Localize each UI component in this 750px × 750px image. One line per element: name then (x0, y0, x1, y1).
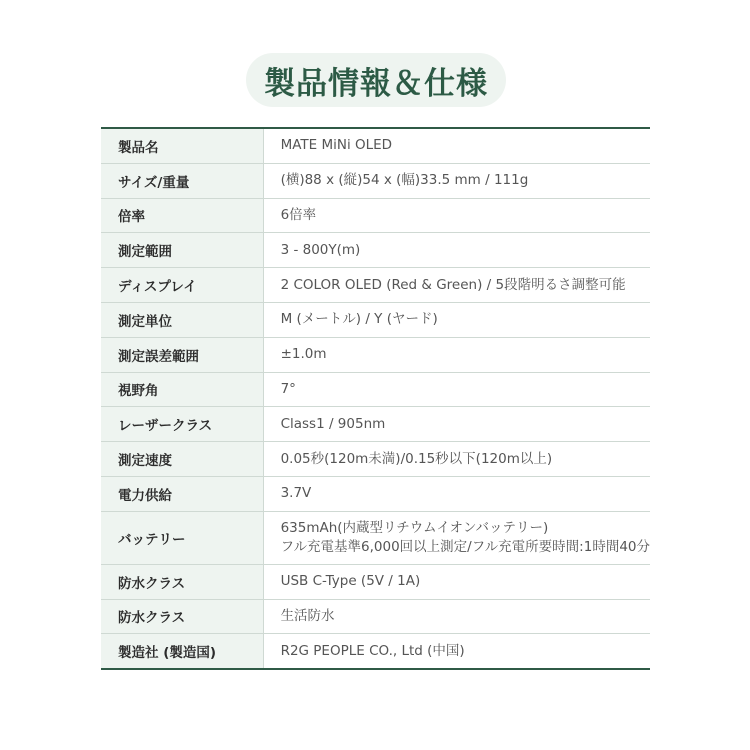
spec-value (263, 407, 650, 442)
spec-row (101, 476, 650, 511)
spec-value (263, 372, 650, 407)
spec-value-line: 3.7V (280, 485, 312, 502)
spec-value-line: ±1.0m (280, 346, 327, 363)
spec-label: 測定速度 (101, 442, 263, 477)
spec-label: 製造社 (製造国) (101, 634, 263, 669)
spec-value-line: 3 - 800Y(m) (280, 241, 361, 258)
spec-row (101, 372, 650, 407)
spec-value (263, 337, 650, 372)
spec-value-line: (横)88 x (縦)54 x (幅)33.5 mm / 111g (280, 172, 529, 189)
spec-value-line: 635mAh(内蔵型リチウムイオンバッテリー) (280, 519, 549, 536)
spec-row (101, 511, 650, 564)
spec-row (101, 442, 650, 477)
spec-value-line: MATE MiNi OLED (280, 137, 393, 154)
spec-row (101, 198, 650, 233)
spec-row (101, 268, 650, 303)
spec-value (263, 511, 650, 564)
spec-value (263, 476, 650, 511)
spec-label: 製品名 (101, 128, 263, 163)
spec-table-body (101, 128, 650, 669)
spec-value-line: 7° (280, 380, 296, 397)
spec-value (263, 564, 650, 599)
spec-label: 測定範囲 (101, 233, 263, 268)
spec-value-line: 生活防水 (280, 607, 335, 624)
spec-row (101, 564, 650, 599)
spec-value-line: Class1 / 905nm (280, 415, 386, 432)
spec-value (263, 233, 650, 268)
spec-value (263, 442, 650, 477)
spec-row (101, 302, 650, 337)
spec-label: レーザークラス (101, 407, 263, 442)
spec-row (101, 128, 650, 163)
spec-label: 測定単位 (101, 302, 263, 337)
spec-label: 視野角 (101, 372, 263, 407)
spec-value-line: 2 COLOR OLED (Red & Green) / 5段階明るさ調整可能 (280, 276, 626, 293)
spec-value (263, 163, 650, 198)
spec-label: 測定誤差範囲 (101, 337, 263, 372)
spec-row (101, 599, 650, 634)
spec-label: ディスプレイ (101, 268, 263, 303)
spec-label: 倍率 (101, 198, 263, 233)
spec-row (101, 337, 650, 372)
spec-value (263, 302, 650, 337)
spec-label: 防水クラス (101, 599, 263, 634)
spec-value-line: R2G PEOPLE CO., Ltd (中国) (280, 642, 465, 659)
spec-label: 電力供給 (101, 476, 263, 511)
spec-row (101, 163, 650, 198)
spec-value-line: USB C-Type (5V / 1A) (280, 573, 421, 590)
spec-value (263, 599, 650, 634)
spec-table (101, 127, 650, 670)
spec-value (263, 268, 650, 303)
spec-label: バッテリー (101, 511, 263, 564)
spec-label: サイズ/重量 (101, 163, 263, 198)
spec-row (101, 233, 650, 268)
spec-value-line: 6倍率 (280, 206, 317, 223)
spec-value (263, 198, 650, 233)
spec-row (101, 634, 650, 669)
spec-row (101, 407, 650, 442)
spec-value (263, 128, 650, 163)
spec-label: 防水クラス (101, 564, 263, 599)
spec-value-line: フル充電基準6,000回以上測定/フル充電所要時間:1時間40分 (280, 538, 650, 555)
spec-value-line: M (メートル) / Y (ヤード) (280, 311, 438, 328)
spec-value-line: 0.05秒(120m未満)/0.15秒以下(120m以上) (280, 450, 553, 467)
page-title: 製品情報＆仕様 (264, 65, 488, 102)
page-title-badge (246, 53, 506, 107)
spec-value (263, 634, 650, 669)
